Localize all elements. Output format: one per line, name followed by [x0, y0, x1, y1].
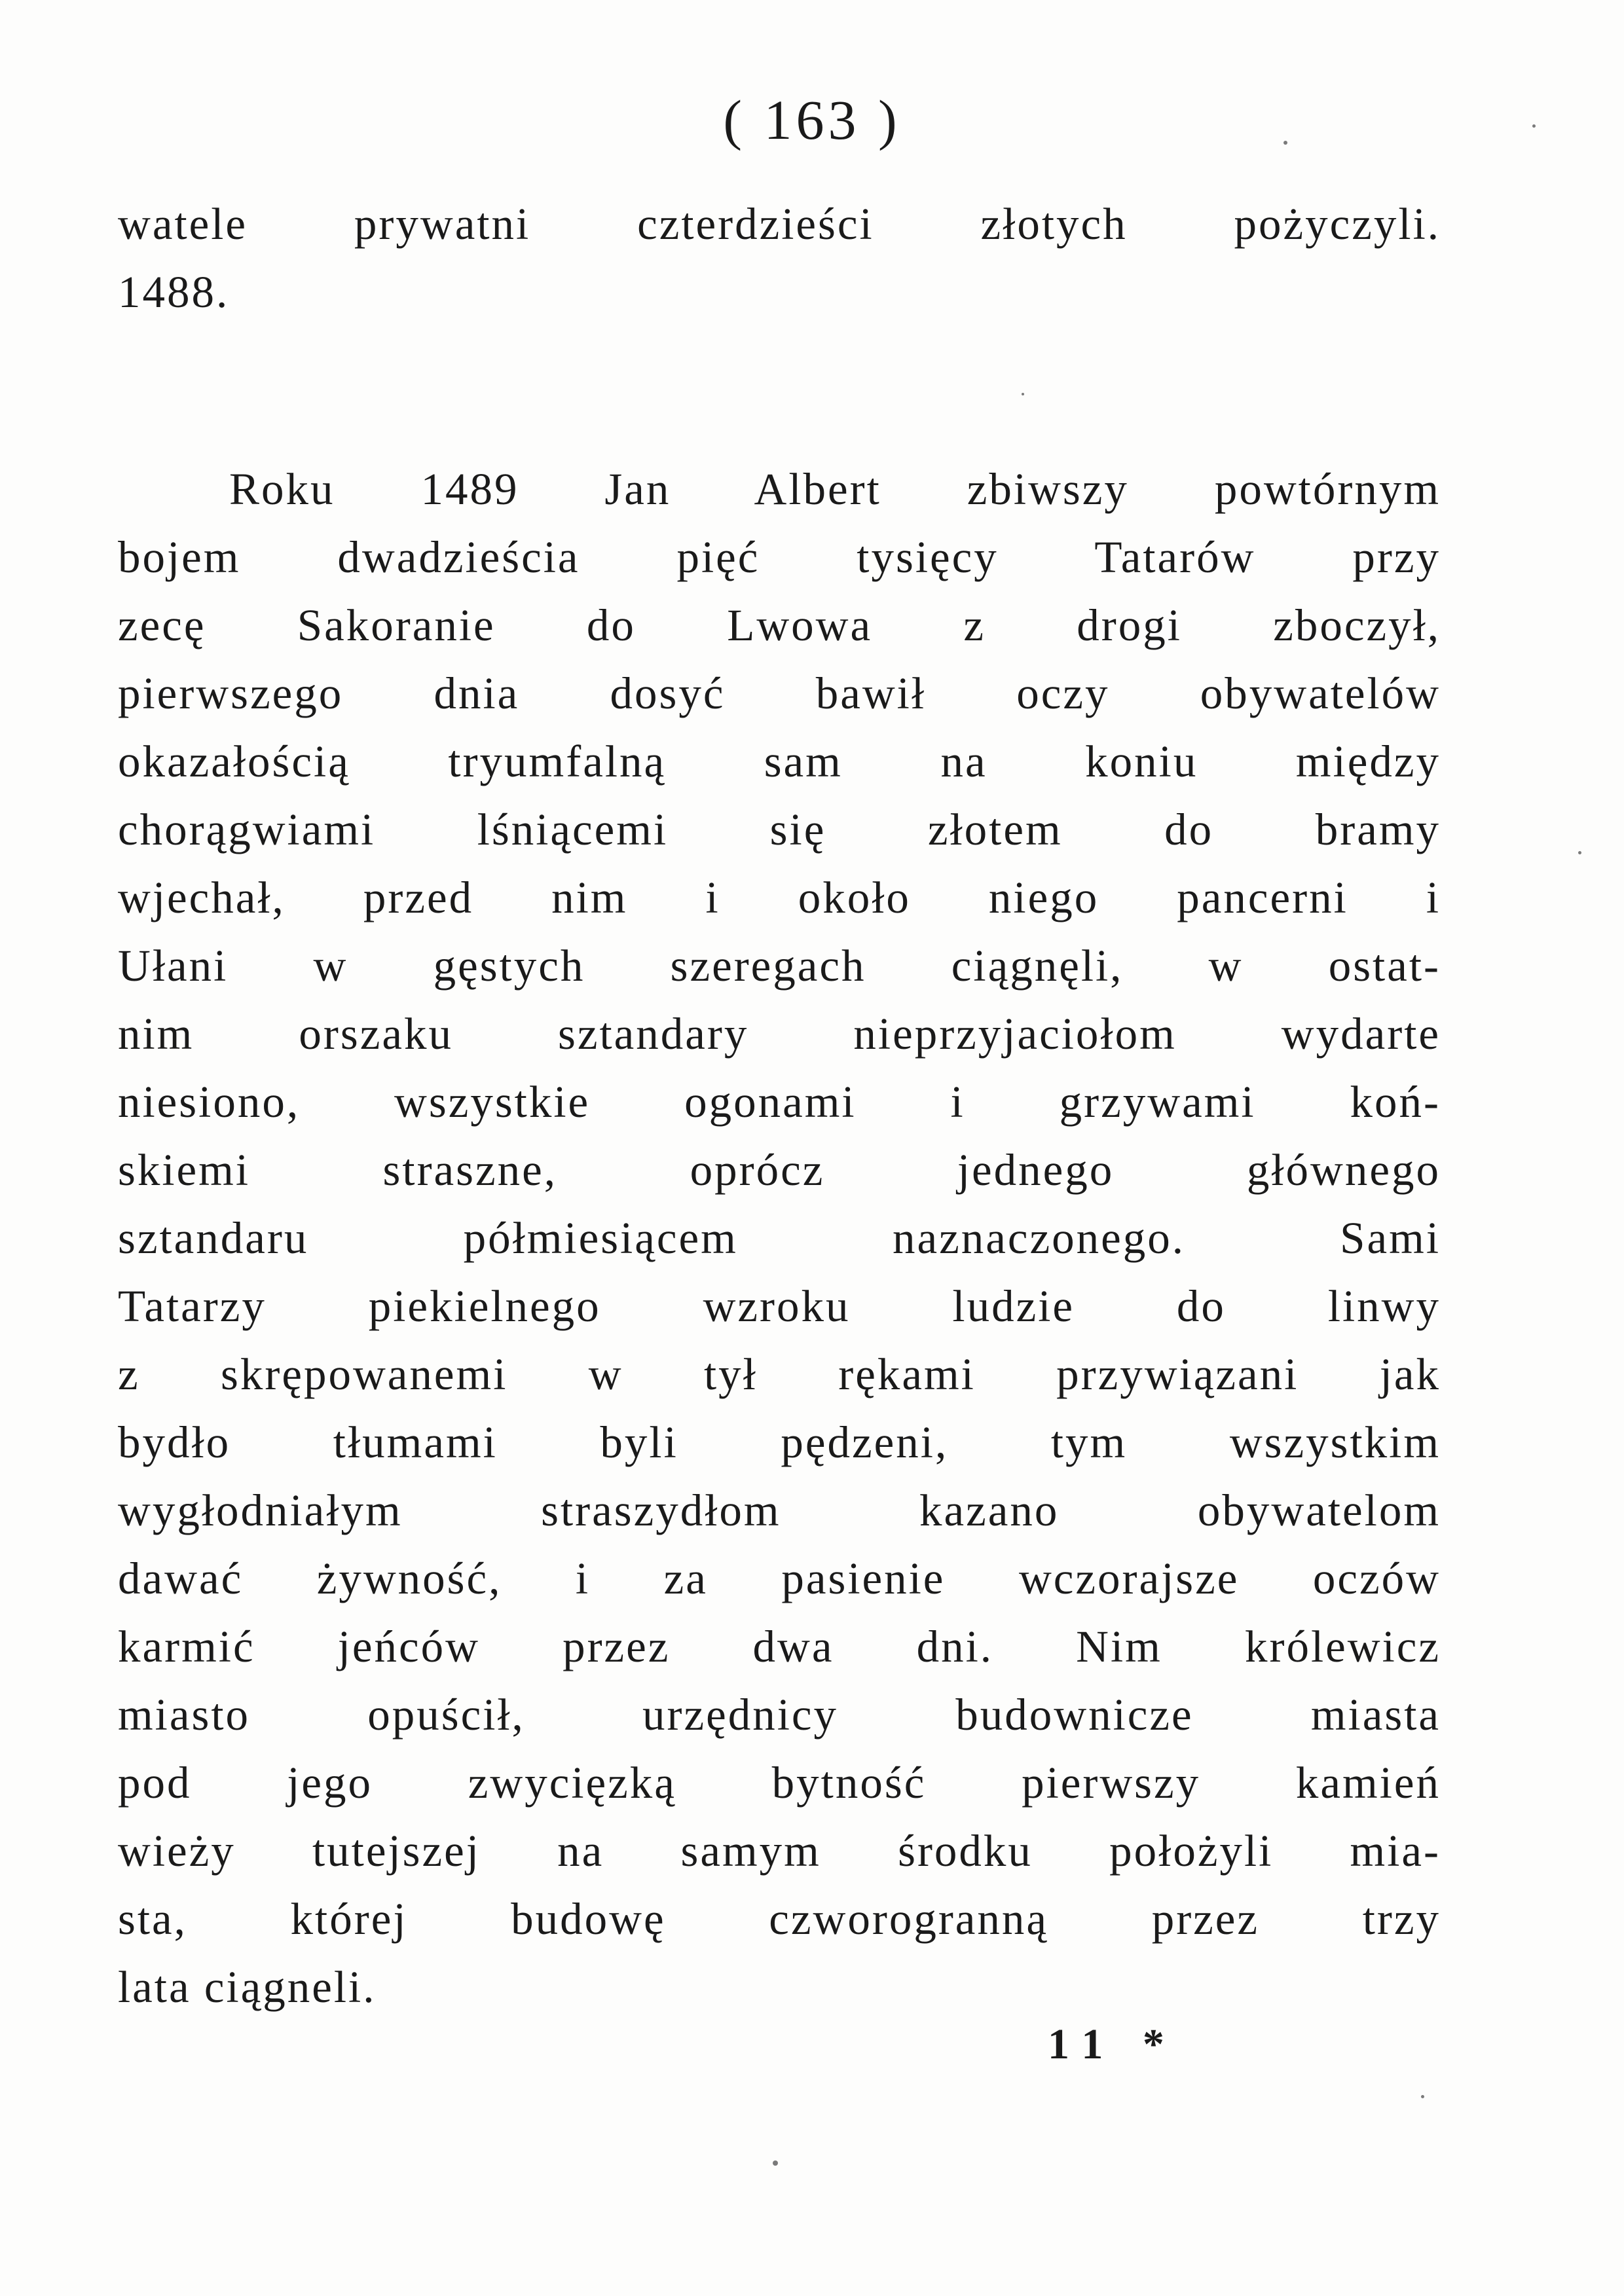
- paragraph-main: [118, 455, 1441, 2021]
- paper-speck: [1578, 851, 1581, 854]
- text-line: karmić jeńców przez dwa dni. Nim królewicz: [118, 1622, 1441, 1671]
- paper-speck: [1022, 393, 1024, 395]
- text-line: chorągwiami lśniącemi się złotem do bramy: [118, 805, 1441, 854]
- text-line: Ułani w gęstych szeregach ciągnęli, w ostat-: [118, 941, 1441, 991]
- text-line: okazałością tryumfalną sam na koniu między: [118, 737, 1441, 786]
- text-line: watele prywatni czterdzieści złotych pożyczyli.: [118, 199, 1441, 249]
- text-line: niesiono, wszystkie ogonami i grzywami koń-: [118, 1077, 1441, 1127]
- text-line: nim orszaku sztandary nieprzyjaciołom wydarte: [118, 1009, 1441, 1059]
- text-line-indented: Roku 1489 Jan Albert zbiwszy powtórnym: [229, 464, 1441, 514]
- text-line: dawać żywność, i za pasienie wczorajsze oczów: [118, 1554, 1441, 1603]
- paper-speck: [1283, 141, 1287, 145]
- text-line: wieży tutejszej na samym środku położyli mia-: [118, 1826, 1441, 1876]
- paper-speck: [1421, 2095, 1424, 2098]
- paper-speck: [773, 2160, 778, 2166]
- signature-mark: 11 *: [1048, 2020, 1179, 2068]
- paper-speck: [1532, 124, 1536, 128]
- text-line: pod jego zwycięzką bytność pierwszy kamień: [118, 1758, 1441, 1808]
- text-line: lata ciągneli.: [118, 1962, 377, 2012]
- text-line: miasto opuścił, urzędnicy budownicze miasta: [118, 1690, 1441, 1740]
- text-line: 1488.: [118, 267, 230, 317]
- text-line: wjechał, przed nim i około niego pancerni i: [118, 873, 1441, 922]
- text-line: Tatarzy piekielnego wzroku ludzie do linwy: [118, 1281, 1441, 1331]
- text-line: sztandaru półmiesiącem naznaczonego. Sami: [118, 1213, 1441, 1263]
- text-line: sta, której budowę czworogranną przez trzy: [118, 1894, 1441, 1944]
- text-line: bojem dwadzieścia pięć tysięcy Tatarów przy: [118, 532, 1441, 582]
- text-line: z skrępowanemi w tył rękami przywiązani jak: [118, 1349, 1441, 1399]
- text-line: skiemi straszne, oprócz jednego głównego: [118, 1145, 1441, 1195]
- page-number: ( 163 ): [723, 88, 901, 151]
- text-line: zecę Sakoranie do Lwowa z drogi zboczył,: [118, 600, 1441, 650]
- text-line: pierwszego dnia dosyć bawił oczy obywatelów: [118, 668, 1441, 718]
- text-line: wygłodniałym straszydłom kazano obywatelom: [118, 1485, 1441, 1535]
- text-line: bydło tłumami byli pędzeni, tym wszystkim: [118, 1417, 1441, 1467]
- paragraph-continuation: [118, 190, 1441, 326]
